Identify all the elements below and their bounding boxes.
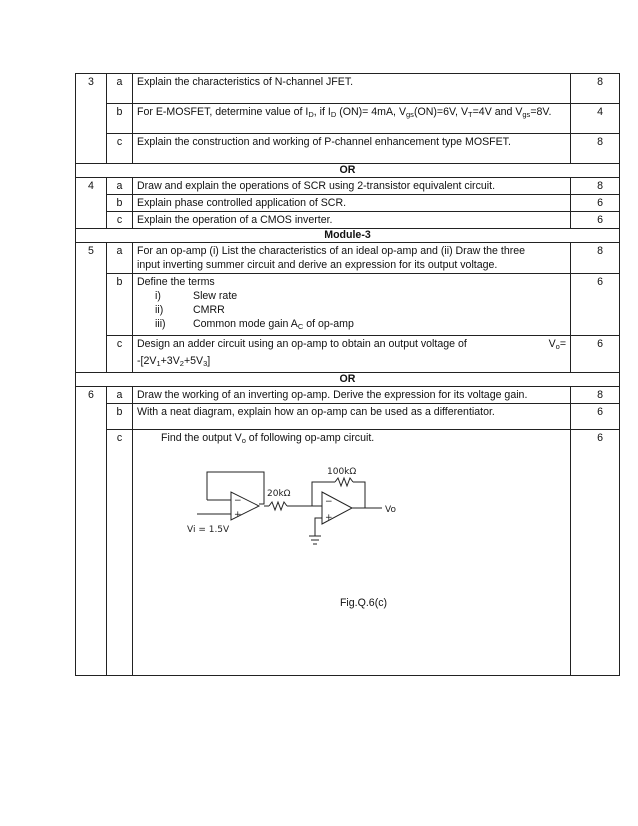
input-resistor-label: 20kΩ [267, 489, 291, 499]
question-text: Explain the construction and working of P-channel enhancement type MOSFET. [133, 134, 571, 164]
part-label: c [107, 212, 133, 229]
question-number: 6 [76, 387, 107, 676]
inverting-input-sign: − [325, 497, 333, 507]
question-text: With a neat diagram, explain how an op-amp can be used as a differentiator. [133, 404, 571, 430]
table-row [76, 195, 620, 212]
table-row [76, 134, 620, 164]
table-row [76, 336, 620, 373]
marks: 6 [571, 212, 620, 229]
module-heading: Module-3 [76, 229, 620, 243]
input-voltage-label: Vi = 1.5V [187, 525, 230, 535]
question-text: Find the output $V_o$ of following op-amp circuit. − + − + 20kΩ 100kΩ Vi = 1.5V Vo Fig.Q.6(c) [133, 430, 571, 676]
question-text: Design an adder circuit using an op-amp to obtain an output voltage of $V_o=$ $-[2V_1+3V_2+5V_3]$ [133, 336, 571, 373]
part-label: a [107, 387, 133, 404]
or-label: OR [76, 164, 620, 178]
part-label: b [107, 104, 133, 134]
module-row [76, 229, 620, 243]
question-text: Draw and explain the operations of SCR using 2-transistor equivalent circuit. [133, 178, 571, 195]
part-label: a [107, 74, 133, 104]
or-row [76, 164, 620, 178]
feedback-resistor-label: 100kΩ [327, 467, 357, 477]
question-text: Explain phase controlled application of SCR. [133, 195, 571, 212]
part-label: c [107, 134, 133, 164]
part-label: a [107, 178, 133, 195]
question-number: 3 [76, 74, 107, 164]
marks: 6 [571, 404, 620, 430]
part-label: b [107, 274, 133, 336]
table-row [76, 387, 620, 404]
list-item: iii) Common mode gain $A_C$ of op-amp [155, 318, 354, 331]
list-item: ii) CMRR [155, 304, 225, 316]
list-item: i) Slew rate [155, 290, 238, 302]
part-label: b [107, 195, 133, 212]
figure-caption: Fig.Q.6(c) [339, 597, 388, 609]
question-text: For E-MOSFET, determine value of $I_D$, if $I_D$ (ON)= 4mA, $V_{gs}(ON)=6V$, $V_T=4V$ and $V_{gs}=8V$. [133, 104, 571, 134]
table-row [76, 178, 620, 195]
part-label: a [107, 243, 133, 274]
marks: 6 [571, 336, 620, 373]
marks: 8 [571, 243, 620, 274]
noninverting-input-sign: + [325, 513, 333, 523]
marks: 8 [571, 74, 620, 104]
part-label: c [107, 430, 133, 676]
marks: 8 [571, 387, 620, 404]
marks: 8 [571, 178, 620, 195]
question-number: 4 [76, 178, 107, 229]
table-row [76, 74, 620, 104]
noninverting-input-sign: + [234, 510, 242, 520]
question-text: Define the terms i) Slew rate ii) CMRR iii) Common mode gain $A_C$ of op-amp [133, 274, 571, 336]
inverting-input-sign: − [234, 496, 242, 506]
marks: 6 [571, 195, 620, 212]
question-table [75, 73, 620, 676]
output-voltage-label: Vo [385, 505, 396, 515]
table-row [76, 212, 620, 229]
question-text: Draw the working of an inverting op-amp. Derive the expression for its voltage gain. [133, 387, 571, 404]
figure [161, 448, 566, 674]
part-label: b [107, 404, 133, 430]
table-row [76, 104, 620, 134]
part-label: c [107, 336, 133, 373]
or-label: OR [76, 373, 620, 387]
question-text: For an op-amp (i) List the characteristics of an ideal op-amp and (ii) Draw the three input inverting summer circuit and derive an expression for its output voltage. [133, 243, 571, 274]
table-row [76, 430, 620, 676]
question-number: 5 [76, 243, 107, 373]
or-row [76, 373, 620, 387]
table-row [76, 243, 620, 274]
marks: 6 [571, 274, 620, 336]
table-row [76, 274, 620, 336]
marks: 6 [571, 430, 620, 676]
marks: 8 [571, 134, 620, 164]
marks: 4 [571, 104, 620, 134]
question-text: Explain the operation of a CMOS inverter. [133, 212, 571, 229]
table-row [76, 404, 620, 430]
opamp-circuit-diagram [187, 454, 417, 560]
question-text: Explain the characteristics of N-channel JFET. [133, 74, 571, 104]
